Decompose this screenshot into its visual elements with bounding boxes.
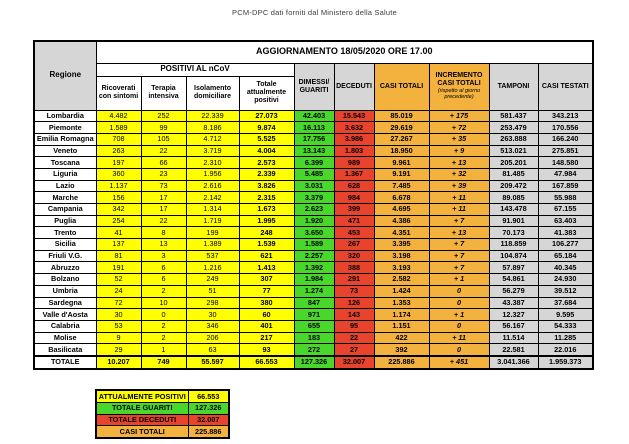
table-row — [34, 285, 593, 297]
summary-box — [95, 389, 230, 439]
cell-isolamento-domiciliare: 1.956 — [186, 168, 239, 180]
table-row — [34, 227, 593, 239]
column-header-isolamento: Isolamento domiciliare — [186, 76, 239, 110]
cell-totale-attualmente-positivi: 93 — [239, 344, 294, 356]
cell-casi-totali: 7.485 — [374, 180, 429, 192]
cell-isolamento-domiciliare: 22.339 — [186, 110, 239, 122]
cell-casi-totali: 4.386 — [374, 215, 429, 227]
cell-dimessi-guariti: 6.399 — [294, 157, 334, 169]
cell-incremento-casi-totali: + 175 — [429, 110, 489, 122]
cell-deceduti: 3.632 — [334, 122, 374, 134]
cell-casi-totali: 1.424 — [374, 285, 429, 297]
cell-ricoverati-con-sintomi: 1.137 — [96, 180, 141, 192]
cell-incremento-casi-totali: + 13 — [429, 227, 489, 239]
cell-tamponi: 118.859 — [489, 239, 538, 251]
cell-deceduti: 15.543 — [334, 110, 374, 122]
cell-isolamento-domiciliare: 2.310 — [186, 157, 239, 169]
incremento-header-note: (rispetto al giorno precedente) — [437, 87, 481, 101]
cell-ricoverati-con-sintomi: 708 — [96, 133, 141, 145]
cell-incremento-casi-totali: + 11 — [429, 204, 489, 216]
region-name-cell: Emilia Romagna — [34, 133, 96, 145]
cell-casi-testati: 55.988 — [538, 192, 593, 204]
cell-totale-attualmente-positivi: 401 — [239, 320, 294, 332]
cell-ricoverati-con-sintomi: 52 — [96, 274, 141, 286]
cell-tamponi: 11.514 — [489, 332, 538, 344]
region-name-cell: Trento — [34, 227, 96, 239]
cell-dimessi-guariti: 1.589 — [294, 239, 334, 251]
region-name-cell: TOTALE — [34, 356, 96, 369]
cell-totale-attualmente-positivi: 2.573 — [239, 157, 294, 169]
cell-terapia-intensiva: 1 — [141, 344, 186, 356]
cell-casi-totali: 1.151 — [374, 320, 429, 332]
table-row — [34, 204, 593, 216]
table-row — [34, 320, 593, 332]
cell-deceduti: 126 — [334, 297, 374, 309]
table-row — [34, 157, 593, 169]
cell-dimessi-guariti: 2.257 — [294, 250, 334, 262]
cell-ricoverati-con-sintomi: 191 — [96, 262, 141, 274]
cell-casi-totali: 1.174 — [374, 309, 429, 321]
cell-casi-testati: 24.930 — [538, 274, 593, 286]
cell-isolamento-domiciliare: 1.314 — [186, 204, 239, 216]
cell-dimessi-guariti: 3.031 — [294, 180, 334, 192]
cell-dimessi-guariti: 655 — [294, 320, 334, 332]
cell-ricoverati-con-sintomi: 4.482 — [96, 110, 141, 122]
cell-casi-testati: 41.383 — [538, 227, 593, 239]
cell-terapia-intensiva: 99 — [141, 122, 186, 134]
cell-ricoverati-con-sintomi: 137 — [96, 239, 141, 251]
summary-value: 225.886 — [188, 426, 229, 438]
summary-label: TOTALE GUARITI — [96, 402, 188, 414]
summary-label: TOTALE DECEDUTI — [96, 414, 188, 426]
cell-incremento-casi-totali: + 1 — [429, 309, 489, 321]
cell-casi-testati: 22.016 — [538, 344, 593, 356]
region-name-cell: Abruzzo — [34, 262, 96, 274]
cell-deceduti: 1.367 — [334, 168, 374, 180]
cell-isolamento-domiciliare: 537 — [186, 250, 239, 262]
region-name-cell: Sardegna — [34, 297, 96, 309]
cell-incremento-casi-totali: 0 — [429, 344, 489, 356]
cell-casi-totali: 4.351 — [374, 227, 429, 239]
cell-dimessi-guariti: 183 — [294, 332, 334, 344]
cell-terapia-intensiva: 2 — [141, 285, 186, 297]
cell-incremento-casi-totali: 0 — [429, 320, 489, 332]
cell-tamponi: 89.085 — [489, 192, 538, 204]
cell-terapia-intensiva: 6 — [141, 262, 186, 274]
cell-isolamento-domiciliare: 55.597 — [186, 356, 239, 369]
cell-dimessi-guariti: 3.650 — [294, 227, 334, 239]
cell-totale-attualmente-positivi: 1.995 — [239, 215, 294, 227]
cell-ricoverati-con-sintomi: 342 — [96, 204, 141, 216]
table-row — [34, 192, 593, 204]
cell-casi-testati: 148.580 — [538, 157, 593, 169]
region-name-cell: Liguria — [34, 168, 96, 180]
cell-casi-totali: 27.267 — [374, 133, 429, 145]
column-header-tamponi: TAMPONI — [489, 63, 538, 110]
cell-totale-attualmente-positivi: 2.339 — [239, 168, 294, 180]
summary-row — [96, 414, 229, 426]
table-row — [34, 239, 593, 251]
cell-casi-totali: 85.019 — [374, 110, 429, 122]
cell-terapia-intensiva: 22 — [141, 145, 186, 157]
cell-casi-totali: 3.395 — [374, 239, 429, 251]
cell-terapia-intensiva: 23 — [141, 168, 186, 180]
cell-dimessi-guariti: 971 — [294, 309, 334, 321]
summary-body — [96, 390, 229, 438]
cell-casi-totali: 225.886 — [374, 356, 429, 369]
cell-dimessi-guariti: 1.920 — [294, 215, 334, 227]
cell-casi-totali: 3.193 — [374, 262, 429, 274]
cell-isolamento-domiciliare: 51 — [186, 285, 239, 297]
cell-ricoverati-con-sintomi: 41 — [96, 227, 141, 239]
cell-totale-attualmente-positivi: 1.539 — [239, 239, 294, 251]
cell-isolamento-domiciliare: 3.719 — [186, 145, 239, 157]
cell-terapia-intensiva: 13 — [141, 239, 186, 251]
table-row — [34, 180, 593, 192]
cell-tamponi: 54.861 — [489, 274, 538, 286]
cell-dimessi-guariti: 13.143 — [294, 145, 334, 157]
cell-casi-totali: 9.191 — [374, 168, 429, 180]
cell-tamponi: 143.478 — [489, 204, 538, 216]
table-row — [34, 215, 593, 227]
table-row — [34, 122, 593, 134]
cell-tamponi: 104.874 — [489, 250, 538, 262]
cell-tamponi: 70.173 — [489, 227, 538, 239]
cell-casi-totali: 4.695 — [374, 204, 429, 216]
cell-casi-totali: 1.353 — [374, 297, 429, 309]
cell-totale-attualmente-positivi: 66.553 — [239, 356, 294, 369]
cell-ricoverati-con-sintomi: 197 — [96, 157, 141, 169]
cell-dimessi-guariti: 272 — [294, 344, 334, 356]
cell-totale-attualmente-positivi: 9.874 — [239, 122, 294, 134]
table-row — [34, 133, 593, 145]
cell-deceduti: 399 — [334, 204, 374, 216]
cell-terapia-intensiva: 749 — [141, 356, 186, 369]
cell-deceduti: 3.986 — [334, 133, 374, 145]
cell-tamponi: 56.279 — [489, 285, 538, 297]
cell-tamponi: 253.479 — [489, 122, 538, 134]
cell-isolamento-domiciliare: 1.216 — [186, 262, 239, 274]
cell-incremento-casi-totali: + 7 — [429, 215, 489, 227]
cell-incremento-casi-totali: + 35 — [429, 133, 489, 145]
update-header: AGGIORNAMENTO 18/05/2020 ORE 17.00 — [96, 41, 593, 63]
group-header-positivi: POSITIVI AL nCoV — [96, 63, 294, 76]
cell-tamponi: 43.387 — [489, 297, 538, 309]
cell-incremento-casi-totali: 0 — [429, 285, 489, 297]
cell-tamponi: 56.167 — [489, 320, 538, 332]
cell-totale-attualmente-positivi: 60 — [239, 309, 294, 321]
cell-terapia-intensiva: 2 — [141, 320, 186, 332]
cell-totale-attualmente-positivi: 217 — [239, 332, 294, 344]
summary-row — [96, 402, 229, 414]
cell-deceduti: 95 — [334, 320, 374, 332]
cell-dimessi-guariti: 1.392 — [294, 262, 334, 274]
cell-isolamento-domiciliare: 346 — [186, 320, 239, 332]
cell-incremento-casi-totali: + 11 — [429, 332, 489, 344]
cell-terapia-intensiva: 6 — [141, 274, 186, 286]
totals-row — [34, 356, 593, 369]
cell-totale-attualmente-positivi: 248 — [239, 227, 294, 239]
cell-dimessi-guariti: 42.403 — [294, 110, 334, 122]
cell-ricoverati-con-sintomi: 30 — [96, 309, 141, 321]
cell-ricoverati-con-sintomi: 9 — [96, 332, 141, 344]
cell-incremento-casi-totali: 0 — [429, 297, 489, 309]
region-name-cell: Toscana — [34, 157, 96, 169]
table-row — [34, 262, 593, 274]
cell-dimessi-guariti: 2.623 — [294, 204, 334, 216]
region-name-cell: Veneto — [34, 145, 96, 157]
table-row — [34, 168, 593, 180]
cell-totale-attualmente-positivi: 4.004 — [239, 145, 294, 157]
cell-deceduti: 73 — [334, 285, 374, 297]
column-header-deceduti: DECEDUTI — [334, 63, 374, 110]
incremento-header-label: INCREMENTO CASI TOTALI — [435, 72, 483, 87]
cell-terapia-intensiva: 22 — [141, 215, 186, 227]
cell-casi-testati: 167.859 — [538, 180, 593, 192]
cell-casi-testati: 106.277 — [538, 239, 593, 251]
cell-ricoverati-con-sintomi: 156 — [96, 192, 141, 204]
cell-deceduti: 388 — [334, 262, 374, 274]
cell-ricoverati-con-sintomi: 81 — [96, 250, 141, 262]
region-name-cell: Lazio — [34, 180, 96, 192]
cell-deceduti: 267 — [334, 239, 374, 251]
region-name-cell: Bolzano — [34, 274, 96, 286]
cell-deceduti: 471 — [334, 215, 374, 227]
cell-casi-testati: 54.333 — [538, 320, 593, 332]
cell-casi-testati: 37.684 — [538, 297, 593, 309]
cell-dimessi-guariti: 127.326 — [294, 356, 334, 369]
cell-tamponi: 513.021 — [489, 145, 538, 157]
cell-casi-totali: 392 — [374, 344, 429, 356]
summary-value: 32.007 — [188, 414, 229, 426]
cell-tamponi: 12.327 — [489, 309, 538, 321]
region-name-cell: Piemonte — [34, 122, 96, 134]
column-header-casi-totali: CASI TOTALI — [374, 63, 429, 110]
cell-totale-attualmente-positivi: 1.413 — [239, 262, 294, 274]
cell-terapia-intensiva: 252 — [141, 110, 186, 122]
cell-deceduti: 989 — [334, 157, 374, 169]
cell-isolamento-domiciliare: 8.186 — [186, 122, 239, 134]
cell-deceduti: 143 — [334, 309, 374, 321]
cell-casi-testati: 67.155 — [538, 204, 593, 216]
cell-isolamento-domiciliare: 2.142 — [186, 192, 239, 204]
cell-dimessi-guariti: 5.485 — [294, 168, 334, 180]
cell-totale-attualmente-positivi: 621 — [239, 250, 294, 262]
region-name-cell: Umbria — [34, 285, 96, 297]
region-name-cell: Sicilia — [34, 239, 96, 251]
cell-casi-totali: 29.619 — [374, 122, 429, 134]
column-header-incremento — [429, 63, 489, 110]
cell-isolamento-domiciliare: 1.719 — [186, 215, 239, 227]
cell-totale-attualmente-positivi: 3.826 — [239, 180, 294, 192]
cell-incremento-casi-totali: + 451 — [429, 356, 489, 369]
cell-casi-testati: 170.556 — [538, 122, 593, 134]
cell-ricoverati-con-sintomi: 29 — [96, 344, 141, 356]
cell-totale-attualmente-positivi: 380 — [239, 297, 294, 309]
cell-terapia-intensiva: 17 — [141, 204, 186, 216]
region-name-cell: Marche — [34, 192, 96, 204]
cell-deceduti: 22 — [334, 332, 374, 344]
cell-terapia-intensiva: 8 — [141, 227, 186, 239]
column-header-ricoverati: Ricoverati con sintomi — [96, 76, 141, 110]
cell-ricoverati-con-sintomi: 360 — [96, 168, 141, 180]
cell-deceduti: 453 — [334, 227, 374, 239]
cell-casi-testati: 166.240 — [538, 133, 593, 145]
cell-dimessi-guariti: 1.274 — [294, 285, 334, 297]
cell-dimessi-guariti: 16.113 — [294, 122, 334, 134]
cell-casi-totali: 18.950 — [374, 145, 429, 157]
region-name-cell: Molise — [34, 332, 96, 344]
cell-dimessi-guariti: 1.984 — [294, 274, 334, 286]
cell-incremento-casi-totali: + 7 — [429, 239, 489, 251]
column-header-totale-positivi: Totale attualmente positivi — [239, 76, 294, 110]
cell-terapia-intensiva: 0 — [141, 309, 186, 321]
cell-terapia-intensiva: 66 — [141, 157, 186, 169]
cell-deceduti: 27 — [334, 344, 374, 356]
region-name-cell: Campania — [34, 204, 96, 216]
cell-incremento-casi-totali: + 13 — [429, 157, 489, 169]
cell-deceduti: 320 — [334, 250, 374, 262]
cell-totale-attualmente-positivi: 77 — [239, 285, 294, 297]
cell-isolamento-domiciliare: 4.712 — [186, 133, 239, 145]
column-header-terapia-intensiva: Terapia intensiva — [141, 76, 186, 110]
cell-tamponi: 22.581 — [489, 344, 538, 356]
cell-ricoverati-con-sintomi: 1.589 — [96, 122, 141, 134]
column-header-casi-testati: CASI TESTATI — [538, 63, 593, 110]
cell-tamponi: 91.901 — [489, 215, 538, 227]
table-row — [34, 297, 593, 309]
summary-value: 66.553 — [188, 390, 229, 402]
cell-incremento-casi-totali: + 9 — [429, 145, 489, 157]
cell-terapia-intensiva: 73 — [141, 180, 186, 192]
cell-tamponi: 205.201 — [489, 157, 538, 169]
cell-casi-testati: 65.184 — [538, 250, 593, 262]
cell-incremento-casi-totali: + 1 — [429, 274, 489, 286]
cell-dimessi-guariti: 847 — [294, 297, 334, 309]
table-row — [34, 145, 593, 157]
cell-tamponi: 57.897 — [489, 262, 538, 274]
table-row — [34, 344, 593, 356]
cell-casi-totali: 2.582 — [374, 274, 429, 286]
cell-casi-totali: 9.961 — [374, 157, 429, 169]
table-row — [34, 332, 593, 344]
region-name-cell: Puglia — [34, 215, 96, 227]
cell-casi-totali: 422 — [374, 332, 429, 344]
cell-incremento-casi-totali: + 11 — [429, 192, 489, 204]
cell-isolamento-domiciliare: 199 — [186, 227, 239, 239]
cell-dimessi-guariti: 3.379 — [294, 192, 334, 204]
cell-incremento-casi-totali: + 7 — [429, 262, 489, 274]
summary-row — [96, 390, 229, 402]
cell-isolamento-domiciliare: 63 — [186, 344, 239, 356]
cell-casi-testati: 39.512 — [538, 285, 593, 297]
cell-tamponi: 581.437 — [489, 110, 538, 122]
cell-terapia-intensiva: 17 — [141, 192, 186, 204]
region-name-cell: Calabria — [34, 320, 96, 332]
cell-totale-attualmente-positivi: 27.073 — [239, 110, 294, 122]
cell-tamponi: 209.472 — [489, 180, 538, 192]
table-row — [34, 274, 593, 286]
cell-casi-testati: 343.213 — [538, 110, 593, 122]
column-header-dimessi-guariti: DIMESSI/ GUARITI — [294, 63, 334, 110]
report-title: PCM-DPC dati forniti dal Ministero della Salute — [232, 8, 397, 17]
cell-incremento-casi-totali: + 7 — [429, 250, 489, 262]
cell-casi-testati: 40.345 — [538, 262, 593, 274]
cell-totale-attualmente-positivi: 5.525 — [239, 133, 294, 145]
cell-casi-testati: 1.959.373 — [538, 356, 593, 369]
cell-terapia-intensiva: 3 — [141, 250, 186, 262]
region-name-cell: Valle d'Aosta — [34, 309, 96, 321]
cell-ricoverati-con-sintomi: 72 — [96, 297, 141, 309]
cell-dimessi-guariti: 17.756 — [294, 133, 334, 145]
cell-ricoverati-con-sintomi: 10.207 — [96, 356, 141, 369]
cell-isolamento-domiciliare: 1.389 — [186, 239, 239, 251]
summary-label: CASI TOTALI — [96, 426, 188, 438]
cell-casi-testati: 275.851 — [538, 145, 593, 157]
cell-ricoverati-con-sintomi: 254 — [96, 215, 141, 227]
table-row — [34, 110, 593, 122]
summary-label: ATTUALMENTE POSITIVI — [96, 390, 188, 402]
cell-tamponi: 81.485 — [489, 168, 538, 180]
summary-row — [96, 426, 229, 438]
cell-deceduti: 984 — [334, 192, 374, 204]
cell-deceduti: 291 — [334, 274, 374, 286]
cell-incremento-casi-totali: + 32 — [429, 168, 489, 180]
cell-casi-testati: 11.285 — [538, 332, 593, 344]
column-header-regione: Regione — [34, 41, 96, 110]
cell-tamponi: 3.041.366 — [489, 356, 538, 369]
cell-isolamento-domiciliare: 298 — [186, 297, 239, 309]
cell-incremento-casi-totali: + 72 — [429, 122, 489, 134]
cell-casi-totali: 3.198 — [374, 250, 429, 262]
cell-terapia-intensiva: 2 — [141, 332, 186, 344]
cell-isolamento-domiciliare: 206 — [186, 332, 239, 344]
region-name-cell: Lombardia — [34, 110, 96, 122]
cell-ricoverati-con-sintomi: 24 — [96, 285, 141, 297]
cell-casi-totali: 6.678 — [374, 192, 429, 204]
cell-casi-testati: 63.403 — [538, 215, 593, 227]
cell-deceduti: 1.803 — [334, 145, 374, 157]
cell-ricoverati-con-sintomi: 263 — [96, 145, 141, 157]
cell-deceduti: 32.007 — [334, 356, 374, 369]
table-row — [34, 309, 593, 321]
cell-ricoverati-con-sintomi: 53 — [96, 320, 141, 332]
cell-deceduti: 628 — [334, 180, 374, 192]
cell-terapia-intensiva: 10 — [141, 297, 186, 309]
table-row — [34, 250, 593, 262]
table-body — [34, 110, 593, 369]
cell-isolamento-domiciliare: 30 — [186, 309, 239, 321]
cell-casi-testati: 47.984 — [538, 168, 593, 180]
cell-isolamento-domiciliare: 249 — [186, 274, 239, 286]
cell-tamponi: 263.888 — [489, 133, 538, 145]
summary-value: 127.326 — [188, 402, 229, 414]
cell-incremento-casi-totali: + 39 — [429, 180, 489, 192]
cell-terapia-intensiva: 105 — [141, 133, 186, 145]
region-name-cell: Friuli V.G. — [34, 250, 96, 262]
cell-isolamento-domiciliare: 2.616 — [186, 180, 239, 192]
region-name-cell: Basilicata — [34, 344, 96, 356]
cell-totale-attualmente-positivi: 307 — [239, 274, 294, 286]
cell-casi-testati: 9.595 — [538, 309, 593, 321]
cell-totale-attualmente-positivi: 2.315 — [239, 192, 294, 204]
cell-totale-attualmente-positivi: 1.673 — [239, 204, 294, 216]
covid-data-table — [33, 40, 594, 370]
